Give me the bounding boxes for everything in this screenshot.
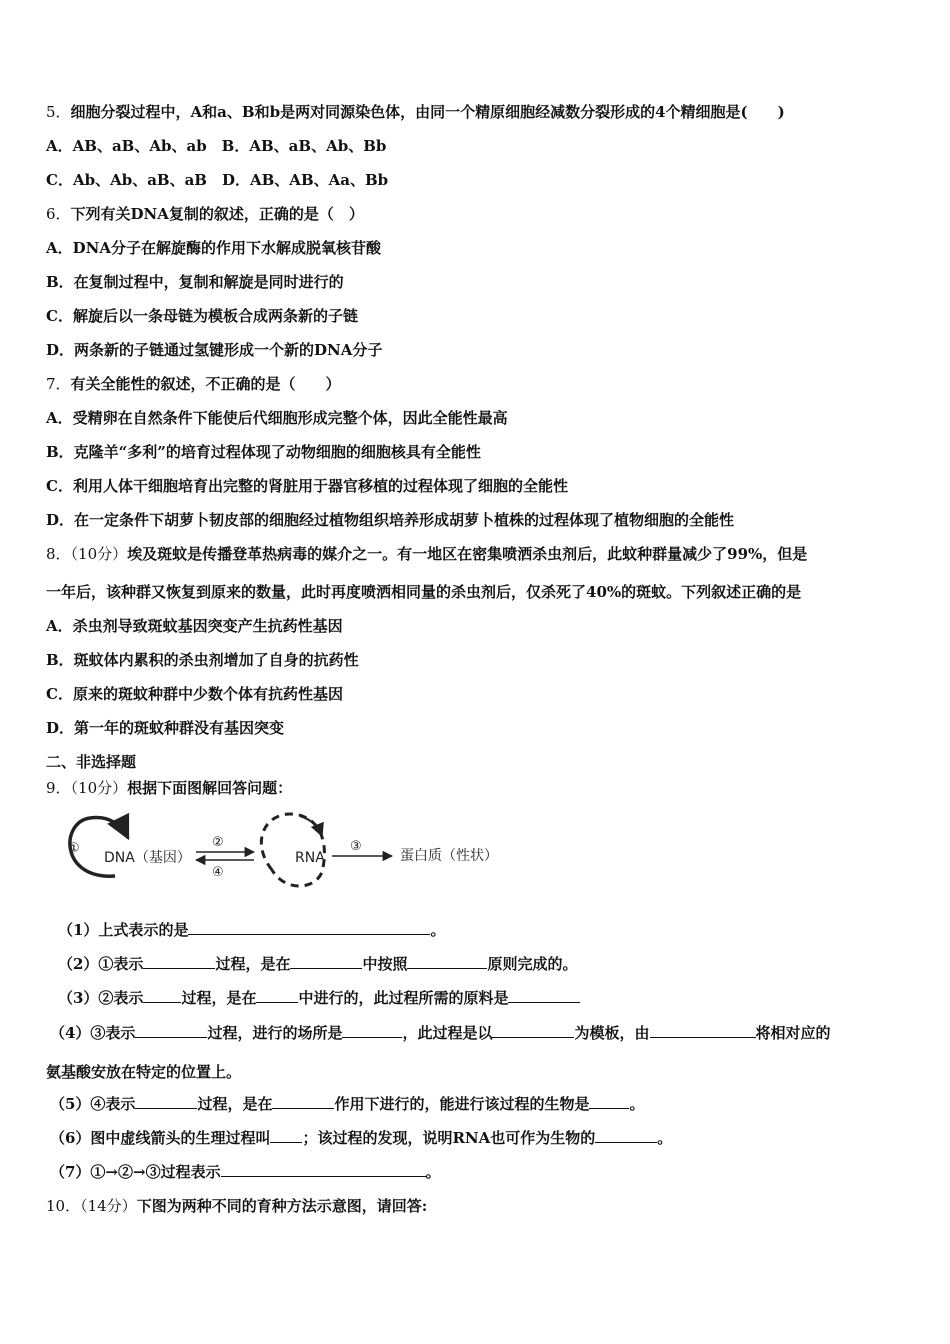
q5-stem-text: 细胞分裂过程中，A和a、B和b是两对同源染色体，由同一个精原细胞经减数分裂形成的4个精细胞是( )	[70, 103, 785, 121]
q9-sub-1-end: 。	[430, 921, 446, 939]
answer-blank[interactable]	[650, 1023, 756, 1038]
answer-blank[interactable]	[188, 920, 430, 935]
q9-sub-2-text-b: 过程，是在	[215, 955, 291, 973]
answer-blank[interactable]	[589, 1094, 629, 1109]
q9-sub-5	[50, 1094, 645, 1114]
q7-number: 7．	[46, 375, 71, 393]
answer-blank[interactable]	[407, 954, 487, 969]
q6-stem	[46, 204, 364, 224]
q9-sub-2-text-d: 原则完成的。	[487, 955, 578, 973]
answer-blank[interactable]	[143, 954, 215, 969]
q8-option-c: C．原来的斑蚊种群中少数个体有抗药性基因	[46, 685, 343, 703]
q10-stem	[46, 1196, 427, 1216]
q5-options-ab: A．AB、aB、Ab、ab B．AB、aB、Ab、Bb	[46, 137, 387, 155]
q8-stem-text-1: 埃及斑蚊是传播登革热病毒的媒介之一。有一地区在密集喷洒杀虫剂后，此蚊种群量减少了99%，但是	[127, 545, 808, 563]
protein-label: 蛋白质（性状）	[400, 848, 498, 864]
q8-stem-text-2: 一年后，该种群又恢复到原来的数量，此时再度喷洒相同量的杀虫剂后，仅杀死了40%的斑蚊。下列叙述正确的是	[46, 583, 802, 601]
answer-blank[interactable]	[508, 988, 580, 1003]
q6-option-b: B．在复制过程中，复制和解旋是同时进行的	[46, 273, 344, 291]
q7-stem-text: 有关全能性的叙述，不正确的是（ ）	[70, 375, 341, 393]
q9-sub-7	[50, 1162, 441, 1182]
q9-sub-7-end: 。	[425, 1163, 441, 1181]
q7-option-b: B．克隆羊“多利”的培育过程体现了动物细胞的细胞核具有全能性	[46, 443, 481, 461]
answer-blank[interactable]	[342, 1023, 402, 1038]
q6-option-a: A．DNA分子在解旋酶的作用下水解成脱氧核苷酸	[46, 239, 381, 257]
answer-blank[interactable]	[221, 1162, 426, 1177]
q9-sub-2-text-a: （2）①表示	[58, 955, 144, 973]
q9-sub-6	[50, 1128, 672, 1148]
q5-stem	[46, 102, 785, 122]
q7-stem	[46, 374, 341, 394]
answer-blank[interactable]	[135, 1023, 207, 1038]
q8-option-b: B．斑蚊体内累积的杀虫剂增加了自身的抗药性	[46, 651, 359, 669]
q9-number: 9．（10分）	[46, 779, 128, 797]
central-dogma-diagram	[60, 812, 520, 892]
q9-sub-5-end: 。	[629, 1095, 645, 1113]
answer-blank[interactable]	[256, 988, 298, 1003]
q9-sub-5-text-c: 作用下进行的，能进行该过程的生物是	[334, 1095, 590, 1113]
q6-option-c: C．解旋后以一条母链为模板合成两条新的子链	[46, 307, 358, 325]
answer-blank[interactable]	[143, 988, 181, 1003]
q9-sub-3	[58, 988, 580, 1008]
q5-number: 5．	[46, 103, 71, 121]
q9-sub-4-cont: 氨基酸安放在特定的位置上。	[46, 1063, 242, 1081]
answer-blank[interactable]	[595, 1128, 657, 1143]
q9-sub-2	[58, 954, 578, 974]
q8-option-d: D．第一年的斑蚊种群没有基因突变	[46, 719, 285, 737]
q9-stem	[46, 778, 292, 798]
label-3: ③	[350, 839, 362, 854]
answer-blank[interactable]	[492, 1023, 574, 1038]
answer-blank[interactable]	[272, 1094, 334, 1109]
q8-number: 8．（10分）	[46, 545, 128, 563]
q9-sub-4-text-c: ，此过程是以	[402, 1024, 493, 1042]
q9-sub-3-text-a: （3）②表示	[58, 989, 144, 1007]
q9-sub-4-text-a: （4）③表示	[50, 1024, 136, 1042]
q9-sub-6-end: 。	[657, 1129, 673, 1147]
q9-stem-text: 根据下面图解回答问题：	[127, 779, 293, 797]
answer-blank[interactable]	[290, 954, 362, 969]
q8-stem	[46, 544, 807, 564]
q9-sub-6-text-a: （6）图中虚线箭头的生理过程叫	[50, 1129, 271, 1147]
label-4: ④	[212, 865, 224, 880]
q10-stem-text: 下图为两种不同的育种方法示意图，请回答:	[136, 1197, 428, 1215]
q6-option-d: D．两条新的子链通过氢键形成一个新的DNA分子	[46, 341, 383, 359]
answer-blank[interactable]	[135, 1094, 197, 1109]
q9-sub-5-text-a: （5）④表示	[50, 1095, 136, 1113]
q5-options-cd: C．Ab、Ab、aB、aB D．AB、AB、Aa、Bb	[46, 171, 389, 189]
rna-replication-arrowhead	[300, 816, 322, 836]
q9-sub-1	[58, 920, 445, 940]
q9-sub-2-text-c: 中按照	[362, 955, 408, 973]
label-2: ②	[212, 835, 224, 850]
q9-sub-4-text-b: 过程，进行的场所是	[207, 1024, 343, 1042]
q7-option-d: D．在一定条件下胡萝卜韧皮部的细胞经过植物组织培养形成胡萝卜植株的过程体现了植物细胞的全能性	[46, 511, 735, 529]
answer-blank[interactable]	[270, 1128, 302, 1143]
q9-sub-4	[50, 1023, 831, 1043]
dna-label: DNA（基因）	[104, 850, 191, 866]
q9-sub-5-text-b: 过程，是在	[197, 1095, 273, 1113]
q9-sub-6-text-b: ；该过程的发现，说明RNA也可作为生物的	[302, 1129, 596, 1147]
q9-sub-7-text: （7）①→②→③过程表示	[50, 1163, 221, 1181]
q7-option-a: A．受精卵在自然条件下能使后代细胞形成完整个体，因此全能性最高	[46, 409, 508, 427]
q9-sub-3-text-b: 过程，是在	[181, 989, 257, 1007]
label-1: ①	[68, 841, 80, 856]
q9-sub-1-text: （1）上式表示的是	[58, 921, 189, 939]
q9-sub-3-text-c: 中进行的，此过程所需的原料是	[298, 989, 509, 1007]
q6-stem-text: 下列有关DNA复制的叙述，正确的是（ ）	[70, 205, 364, 223]
section-heading: 二、非选择题	[46, 753, 137, 771]
q10-number: 10．（14分）	[46, 1197, 137, 1215]
rna-label: RNA	[295, 850, 325, 866]
q6-number: 6．	[46, 205, 71, 223]
q9-sub-4-text-d: 为模板，由	[574, 1024, 650, 1042]
q8-option-a: A．杀虫剂导致斑蚊基因突变产生抗药性基因	[46, 617, 343, 635]
q7-option-c: C．利用人体干细胞培育出完整的肾脏用于器官移植的过程体现了细胞的全能性	[46, 477, 568, 495]
q9-sub-4-text-e: 将相对应的	[755, 1024, 831, 1042]
